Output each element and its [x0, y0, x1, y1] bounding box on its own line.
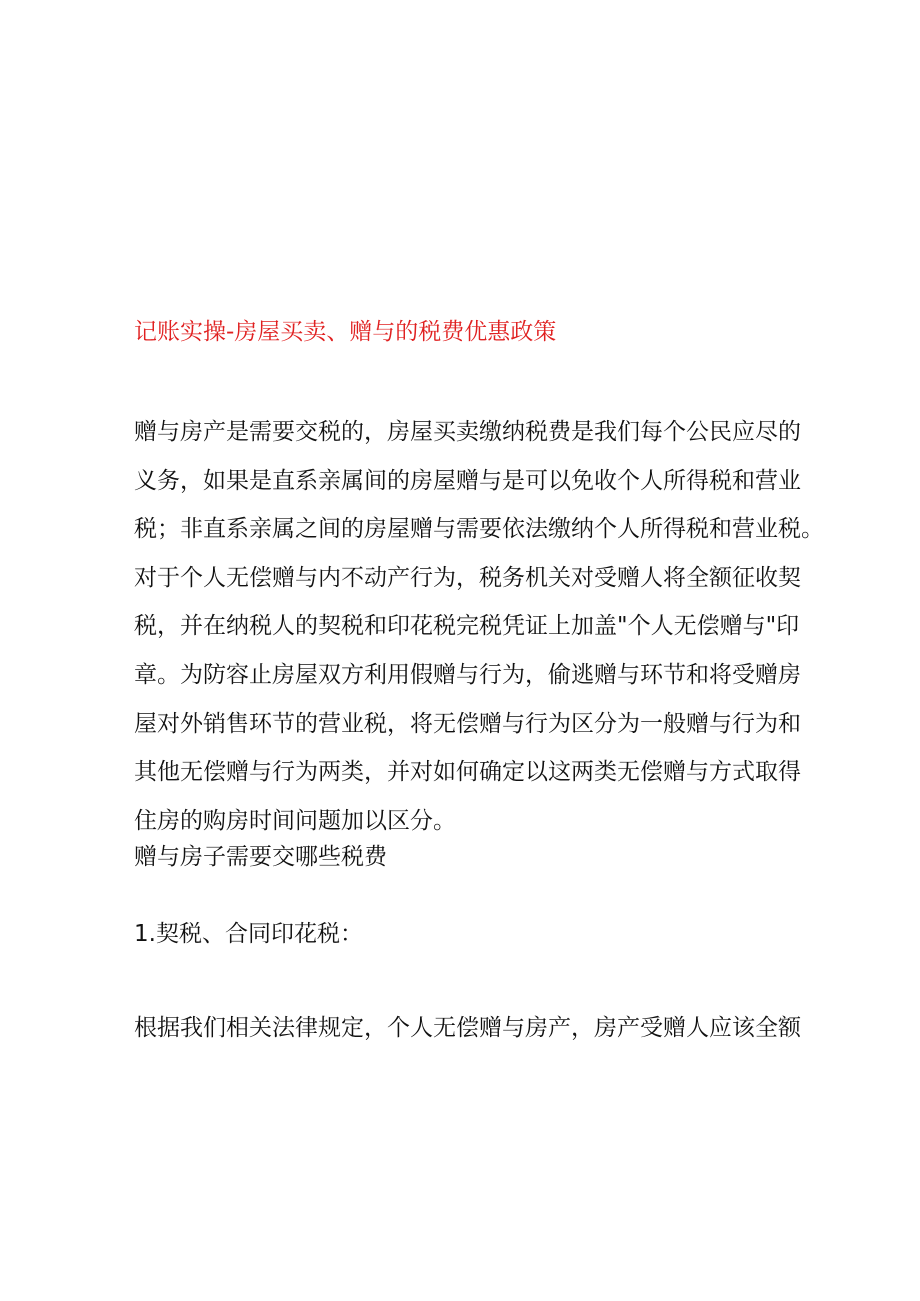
paragraph-line: 义务，如果是直系亲属间的房屋赠与是可以免收个人所得税和营业 [134, 467, 801, 494]
closing-line: 根据我们相关法律规定，个人无偿赠与房产，房产受赠人应该全额 [134, 1015, 801, 1041]
paragraph-line: 其他无偿赠与行为两类，并对如何确定以这两类无偿赠与方式取得 [134, 759, 801, 786]
intro-paragraph [134, 408, 824, 845]
section-subheading: 赠与房子需要交哪些税费 [134, 844, 387, 870]
paragraph-line: 屋对外销售环节的营业税，将无偿赠与行为区分为一般赠与行为和 [134, 710, 801, 737]
paragraph-line: 税，并在纳税人的契税和印花税完税凭证上加盖"个人无偿赠与"印 [134, 613, 800, 640]
paragraph-line: 对于个人无偿赠与内不动产行为，税务机关对受赠人将全额征收契 [134, 564, 801, 591]
item-heading: 1.契税、合同印花税： [134, 921, 363, 947]
paragraph-line: 税；非直系亲属之间的房屋赠与需要依法缴纳个人所得税和营业税。 [134, 516, 824, 543]
document-title: 记账实操-房屋买卖、赠与的税费优惠政策 [134, 319, 557, 345]
paragraph-line: 住房的购房时间问题加以区分。 [134, 807, 456, 834]
paragraph-line: 章。为防容止房屋双方利用假赠与行为，偷逃赠与环节和将受赠房 [134, 661, 801, 688]
paragraph-line: 赠与房产是需要交税的，房屋买卖缴纳税费是我们每个公民应尽的 [134, 419, 801, 445]
